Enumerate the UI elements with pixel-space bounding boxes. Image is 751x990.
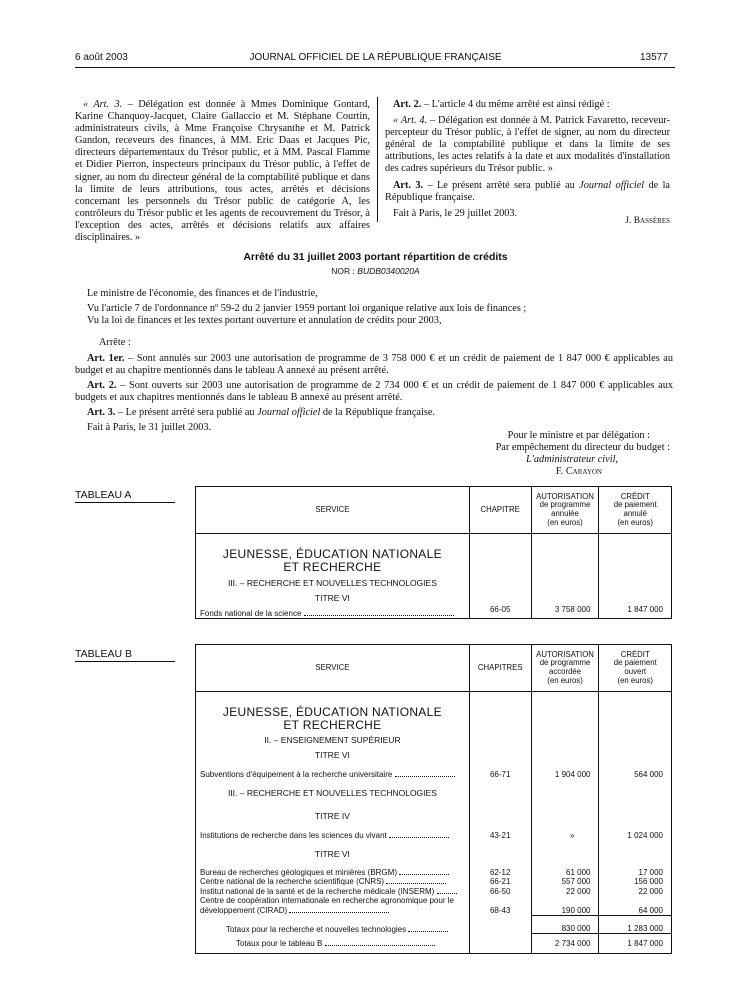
tb-r3-0-chapitre: 62-12 [489,867,511,877]
tableau-b [195,644,672,954]
r-art3-label: Art. 3. [393,179,424,191]
table-row [196,916,672,934]
tb-r3-3-ap: 190 000 [561,905,591,915]
decree-art3-text-a: – Le présent arrêté sera publié au [117,407,255,418]
tb-titre2: TITRE IV [314,810,350,821]
tableau-b-header [196,645,672,692]
decree-title: Arrêté du 31 juillet 2003 portant répartition de crédits [243,251,508,263]
decree-art1-text: – Sont annulés sur 2003 une autorisation de programme de 3 758 000 € et un crédit de paiement de 1 847 000 € applicables au budget et au chapitre mentionnés dans le tableau A annexé au présent arrêté. [75,353,674,376]
decree-p1: Le ministre de l'économie, des finances et de l'industrie, [87,288,318,299]
header-date: 6 août 2003 [75,52,128,63]
tb-row2-chapitre: 43-21 [469,821,531,840]
r-art3-journal: Journal officiel [579,179,645,191]
nor-label: NOR : [331,266,355,276]
tb-r3-2-ap: 22 000 [566,886,591,896]
nor-code: BUDB0340020A [357,266,420,276]
decree-art2-text: – Sont ouverts sur 2003 une autorisation de programme de 2 734 000 € et un crédit de paiement de 1 847 000 € applicables aux budgets et aux chapitres mentionnés dans le tableau B annexé au présent arrêté. [75,380,673,403]
r-art2-text: – L'article 4 du même arrêté est ainsi rédigé : [423,99,610,110]
column-divider [377,97,378,222]
tableau-a-body [196,534,470,619]
tb-r3-0-ap: 61 000 [566,867,591,877]
th-autorisation: AUTORISATION de programme annulée (en euros) [531,487,599,534]
sig-line4: F. Carayon [555,466,602,477]
tb-total-b-ap: 2 734 000 [531,934,599,954]
decree-art3-label: Art. 3. [87,407,116,418]
ta-ap: 3 758 000 [531,534,599,619]
th-chapitres: CHAPITRES [469,645,531,692]
tb-row1-chapitre: 66-71 [469,760,531,779]
tb-r3-3-chapitre: 68-43 [489,905,511,915]
table-row [196,934,672,954]
right-column [385,99,670,224]
decree-art3-text-b: de la République française. [322,407,435,418]
th-chapitre: CHAPITRE [469,487,531,534]
decree-fait: Fait à Paris, le 31 juillet 2003. [87,422,212,433]
tb-titre1: TITRE VI [314,749,350,760]
tb-r3-2-label: Institut national de la santé et de la recherche médicale (INSERM) [200,886,435,896]
decree-body [75,288,673,437]
r-art3-text-a: – Le présent arrêté sera publié au [427,179,575,191]
th-credit: CRÉDIT de paiement annulé (en euros) [599,487,672,534]
left-column [75,99,370,248]
ta-cp: 1 847 000 [599,534,672,619]
th-credit: CRÉDIT de paiement ouvert (en euros) [599,645,672,692]
r-art4-text: Délégation est donnée à M. Patrick Favaretto, receveur-percepteur du Trésor public, à l'effet de signer, au nom du directeur général de la comptabilité publique et dans la limite de ses attributions, les actes relatifs à la date et aux modalités d'installation des cadres supérieurs du Trésor public. » [385,115,671,175]
tb-r3-3-cp: 64 000 [638,905,663,915]
tb-r3-1-ap: 557 000 [561,877,591,886]
decree-art2-label: Art. 2. [87,380,117,391]
tb-r3-0-cp: 17 000 [638,867,663,877]
decree-p2: Vu l'article 7 de l'ordonnance nº 59-2 du 2 janvier 1959 portant loi organique relative aux lois de finances ; [87,303,527,314]
tb-section2: III. – RECHERCHE ET NOUVELLES TECHNOLOGIES [227,787,437,798]
table-row [196,821,672,840]
r-fait: Fait à Paris, le 29 juillet 2003. [393,207,518,219]
tableau-b-label: TABLEAU B [75,648,175,662]
r-art4-label: « Art. 4. – [393,115,436,127]
tb-total-b-label: Totaux pour le tableau B [236,938,323,948]
art3-text: Délégation est donnée à Mmes Dominique Gontard, Karine Chanquoy-Jacquet, Claire Gallaccio et M. Stéphane Courtin, administrateurs civils, à Mme Françoise Chrysanthe et M. Patrick Gandon, receveurs des finances, à MM. Eric Daas et Jacques Pic, directeurs départementaux du Trésor public, et à MM. Pascal Flamme et Didier Pierron, inspecteurs principaux du Trésor public, à l'effet de signer, au nom du directeur général de la comptabilité publique et dans la limite de leurs attributions, tous actes, arrêtés et décisions concernant les personnels du Trésor public de catégorie A, les contrôleurs du Trésor public et les agents de recouvrement du Trésor, à l'exception des actes, arrêtés et décisions relatifs aux affaires disciplinaires. » [75,99,370,244]
tb-ministry: JEUNESSE, ÉDUCATION NATIONALE ET RECHERCHE [222,704,442,732]
tb-r3-1-label: Centre national de la recherche scientifique (CNRS) [200,877,385,886]
sig-line1: Pour le ministre et par délégation : [507,430,650,441]
r-art3-text-b: de la République française. [385,179,671,203]
tb-r3-2-cp: 22 000 [638,886,663,896]
decree-signature [380,430,670,478]
th-service: SERVICE [196,487,470,534]
tb-row1-label: Subventions d'équipement à la recherche universitaire [200,769,393,779]
decree-arrete: Arrête : [99,337,131,348]
journal-title: JOURNAL OFFICIEL DE LA RÉPUBLIQUE FRANÇAISE [249,52,502,63]
tb-total-rnt-ap: 830 000 [531,916,599,934]
decree-art3-journal: Journal officiel [257,407,321,418]
tb-heading-block2 [196,779,470,821]
page-number: 13577 [640,52,668,63]
sig-line3: L'administrateur civil, [525,454,618,465]
tb-row2-cp: 1 024 000 [599,821,672,840]
ta-ministry: JEUNESSE, ÉDUCATION NATIONALE ET RECHERCHE [222,547,442,574]
r-art2-label: Art. 2. [393,99,422,110]
ta-titre: TITRE VI [314,593,350,603]
sig-line2: Par empêchement du directeur du budget : [495,442,670,453]
tb-heading-block [196,706,470,760]
tb-section1: II. – ENSEIGNEMENT SUPÉRIEUR [264,734,401,745]
table-row [196,864,672,916]
nor-line [0,266,751,276]
tb-row1-ap: 1 904 000 [531,760,599,779]
tb-r3-0-label: Bureau de recherches géologiques et minières (BRGM) [200,867,397,877]
tableau-a-header [196,487,672,534]
tb-total-rnt-cp: 1 283 000 [599,916,672,934]
tb-titre3: TITRE VI [314,848,350,859]
art3-label: « Art. 3. – [83,99,133,110]
tb-total-b-cp: 1 847 000 [599,934,672,954]
tb-r3-1-chapitre: 66-21 [489,877,511,886]
ta-row-label: Fonds national de la science [200,609,302,618]
ta-section: III. – RECHERCHE ET NOUVELLES TECHNOLOGIES [227,578,437,588]
table-row [196,609,469,618]
decree-p3: Vu la loi de finances et les textes portant ouverture et annulation de crédits pour 2003, [87,315,442,326]
tb-r3-3-label: Centre de coopération internationale en recherche agronomique pour le développement (CIRAD) [200,896,454,915]
th-service: SERVICE [196,645,470,692]
tableau-a-label: TABLEAU A [75,489,175,503]
header-rule [75,67,675,68]
signature-basseres: J. Bassères [625,216,670,226]
tb-r3-2-chapitre: 66-50 [489,886,511,896]
ta-chapitre: 66-05 [469,534,531,619]
tb-row1-cp: 564 000 [599,760,672,779]
tb-r3-1-cp: 156 000 [634,877,663,886]
tb-row2-label: Institutions de recherche dans les sciences du vivant [200,830,387,840]
tableau-a [195,486,672,619]
th-autorisation: AUTORISATION de programme accordée (en euros) [531,645,599,692]
tb-total-rnt-label: Totaux pour la recherche et nouvelles technologies [226,924,407,934]
tb-row2-ap: » [531,821,599,840]
table-row [196,760,672,779]
decree-art1-label: Art. 1er. [87,353,125,364]
